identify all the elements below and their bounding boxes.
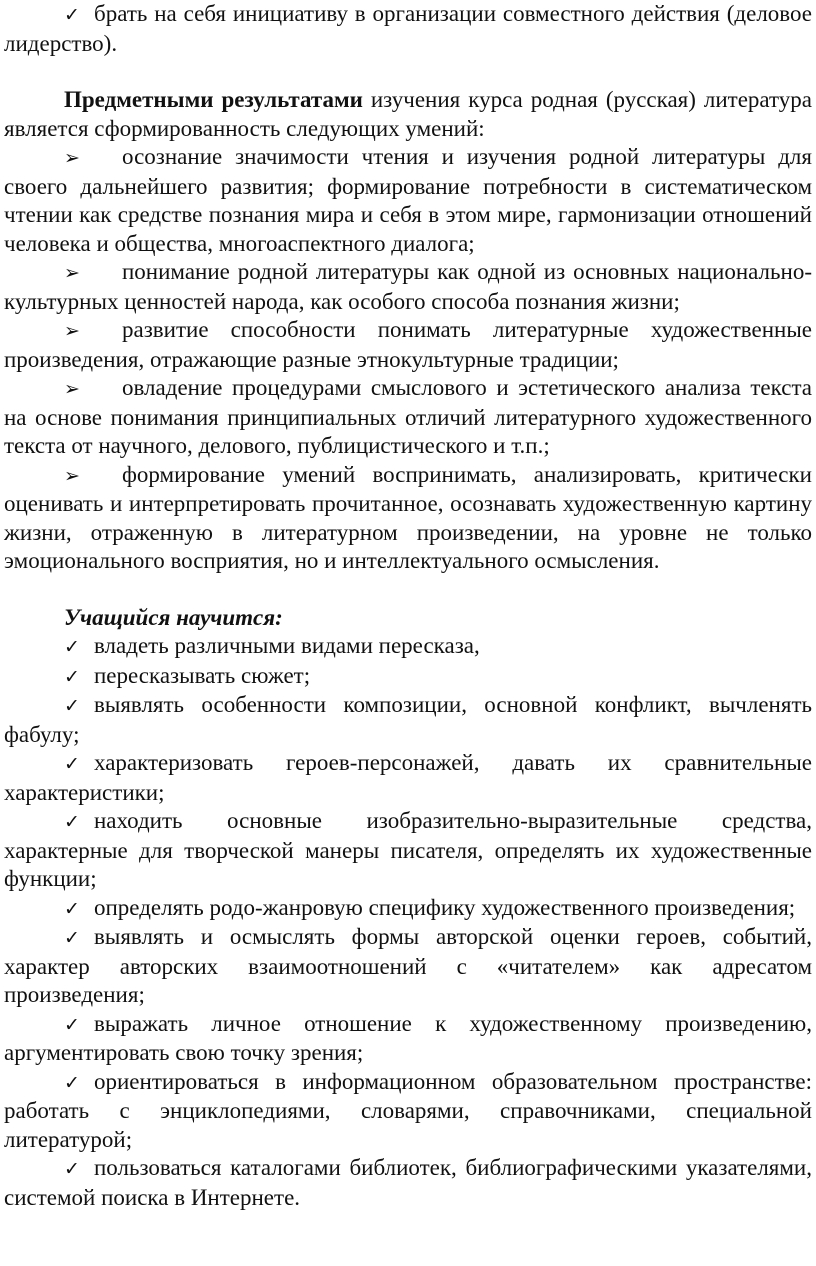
- learner-item-text: находить основные изобразительно-выразительные средства, характерные для творческой манеры писателя, определять их художественные функции;: [4, 808, 812, 891]
- learner-item: [4, 632, 812, 662]
- subject-results-rest: изучения курса родная (русская) литература является сформированность следующих умений:: [4, 87, 812, 141]
- check-mark-icon: ✓: [64, 4, 80, 26]
- learner-item-text: пересказывать сюжет;: [94, 662, 311, 688]
- subject-item-text: формирование умений воспринимать, анализировать, критически оценивать и интерпретировать прочитанное, осознавать художественную картину жизни, отраженную в литературном произведении, на уровне не только эмоционального восприятия, но и интеллектуального осмысления.: [4, 461, 812, 573]
- subject-item-text: овладение процедурами смыслового и эстетического анализа текста на основе понимания принципиальных отличий литературного художественного текста от научного, делового, публицистического и т.п.;: [4, 375, 812, 458]
- subject-item: [4, 461, 812, 576]
- check-mark-icon: ✓: [64, 811, 80, 833]
- arrow-bullet-icon: ➢: [64, 320, 80, 342]
- check-mark-icon: ✓: [64, 636, 80, 658]
- subject-item-text: развитие способности понимать литературные художественные произведения, отражающие разные этнокультурные традиции;: [4, 317, 812, 372]
- learner-item-text: владеть различными видами пересказа,: [94, 633, 480, 658]
- subject-item: [4, 258, 812, 316]
- learner-item-text: выявлять и осмыслять формы авторской оценки героев, событий, характер авторских взаимоотношений с «читателем» как адресатом произведения;: [4, 924, 812, 1007]
- subject-results-lead: [4, 86, 812, 143]
- learner-item-text: характеризовать героев-персонажей, давать их сравнительные характеристики;: [4, 750, 812, 805]
- learner-item: [4, 749, 812, 807]
- learner-item: [4, 662, 812, 692]
- learner-item: [4, 923, 812, 1010]
- check-mark-icon: ✓: [64, 695, 80, 717]
- learner-item: [4, 1154, 812, 1212]
- subject-item-text: понимание родной литературы как одной из основных национально-культурных ценностей народа, как особого способа познания жизни;: [4, 259, 812, 314]
- spacer: [4, 58, 812, 86]
- learner-item-text: определять родо-жанровую специфику художественного произведения;: [94, 894, 796, 920]
- subject-item-text: осознание значимости чтения и изучения родной литературы для своего дальнейшего развития; формирование потребности в систематическом чтении как средстве познания мира и себя в этом мире, гармонизации отношений человека и общества, многоаспектного диалога;: [4, 144, 812, 256]
- learner-item-text: ориентироваться в информационном образовательном пространстве: работать с энциклопедиями, словарями, справочниками, специальной литературой;: [4, 1068, 812, 1152]
- intro-item-text: брать на себя инициативу в организации совместного действия (деловое лидерство).: [4, 1, 812, 56]
- learner-item: [4, 691, 812, 749]
- arrow-bullet-icon: ➢: [64, 147, 80, 169]
- intro-list-item: [4, 0, 812, 58]
- subject-item: [4, 316, 812, 374]
- check-mark-icon: ✓: [64, 665, 80, 688]
- check-mark-icon: ✓: [64, 927, 80, 949]
- arrow-bullet-icon: ➢: [64, 262, 80, 284]
- learner-item: [4, 894, 812, 924]
- check-mark-icon: ✓: [64, 1071, 80, 1094]
- learner-item-text: выявлять особенности композиции, основной конфликт, вычленять фабулу;: [4, 692, 812, 747]
- subject-item: [4, 143, 812, 258]
- learner-item: [4, 1068, 812, 1155]
- learner-item-text: выражать личное отношение к художественному произведению, аргументировать свою точку зрения;: [4, 1010, 812, 1065]
- spacer: [4, 576, 812, 604]
- learner-item: [4, 807, 812, 894]
- arrow-bullet-icon: ➢: [64, 378, 80, 400]
- check-mark-icon: ✓: [64, 753, 80, 775]
- learner-heading: Учащийся научится:: [64, 604, 283, 630]
- learner-item-text: пользоваться каталогами библиотек, библиографическими указателями, системой поиска в Интернете.: [4, 1155, 812, 1210]
- learner-item: [4, 1010, 812, 1068]
- check-mark-icon: ✓: [64, 1013, 80, 1036]
- check-mark-icon: ✓: [64, 1158, 80, 1180]
- subject-item: [4, 374, 812, 461]
- check-mark-icon: ✓: [64, 897, 80, 920]
- arrow-bullet-icon: ➢: [64, 464, 80, 487]
- subject-results-bold: Предметными результатами: [64, 87, 363, 112]
